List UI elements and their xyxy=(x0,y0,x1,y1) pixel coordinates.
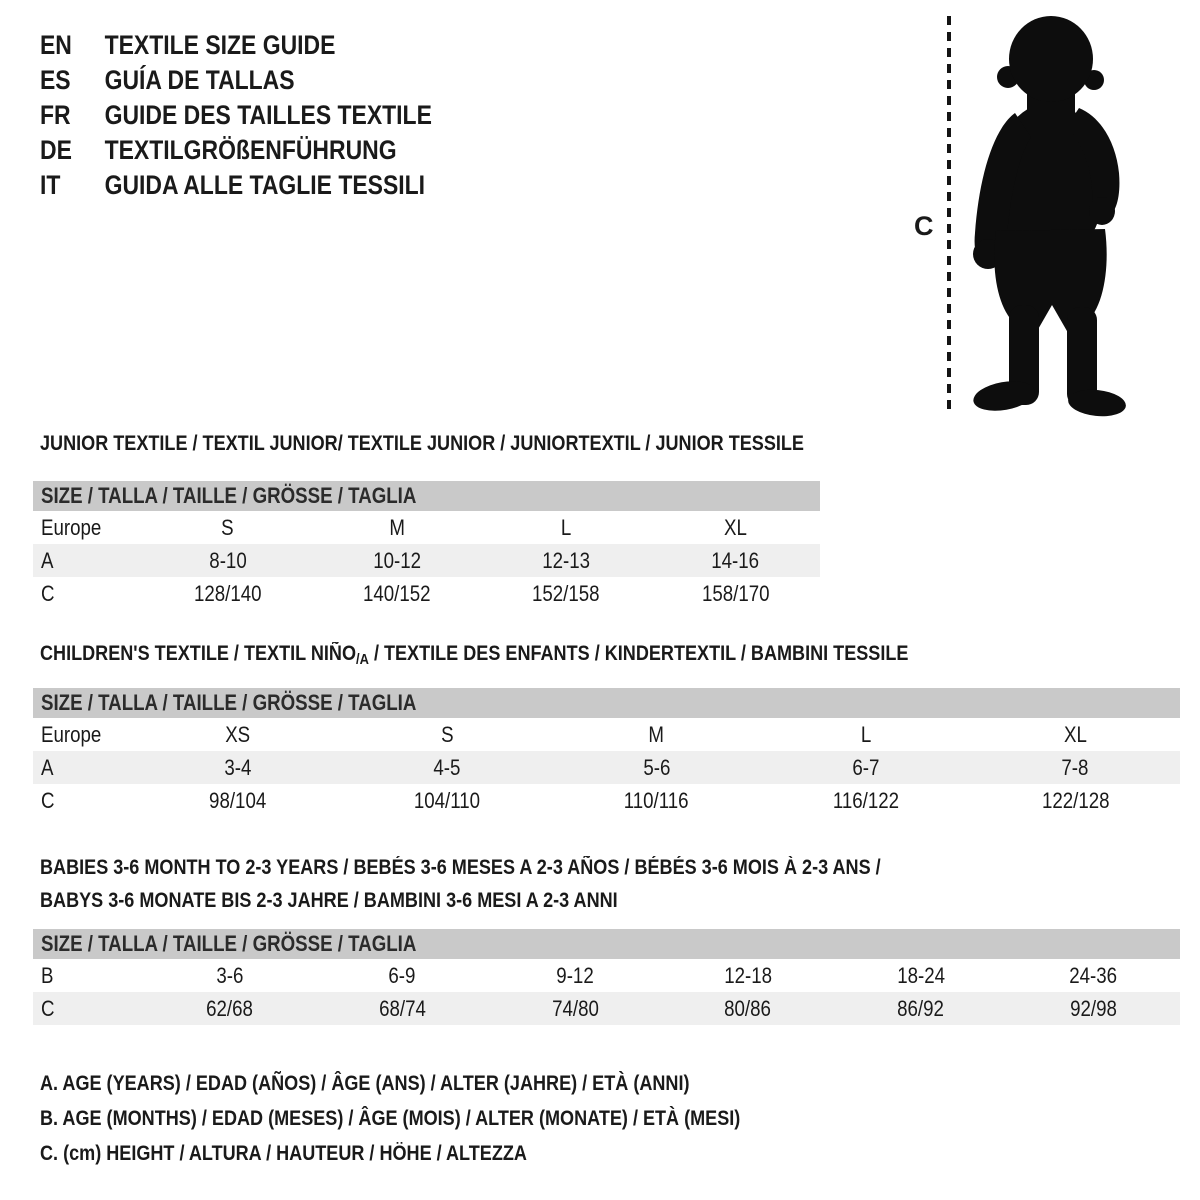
size-band-label: SIZE / TALLA / TAILLE / GRÖSSE / TAGLIA xyxy=(41,690,417,715)
legend-line-c: C. (cm) HEIGHT / ALTURA / HAUTEUR / HÖHE / ALTEZZA xyxy=(40,1142,527,1165)
children-section-title xyxy=(40,642,908,672)
table-row-europe xyxy=(33,511,820,544)
height-cell: 122/128 xyxy=(1041,787,1110,813)
row-label: C xyxy=(41,787,55,813)
table-row-height xyxy=(33,992,1180,1025)
size-cell: S xyxy=(221,514,234,540)
size-cell: L xyxy=(860,721,872,747)
size-cell: XS xyxy=(225,721,251,747)
age-cell: 4-5 xyxy=(433,754,461,780)
row-label: C xyxy=(41,580,55,606)
height-dashed-line xyxy=(947,16,951,415)
legend-line-b: B. AGE (MONTHS) / EDAD (MESES) / ÂGE (MOIS) / ALTER (MONATE) / ETÀ (MESI) xyxy=(40,1107,741,1130)
height-cell: 68/74 xyxy=(378,995,426,1021)
children-size-table xyxy=(33,688,1180,817)
babies-title-line2: BABYS 3-6 MONATE BIS 2-3 JAHRE / BAMBINI 3-6 MESI A 2-3 ANNI xyxy=(40,889,618,912)
language-title: GUÍA DE TALLAS xyxy=(104,65,295,95)
months-cell: 3-6 xyxy=(215,962,243,988)
height-cell: 98/104 xyxy=(209,787,267,813)
size-band-header xyxy=(33,688,1180,718)
months-cell: 24-36 xyxy=(1069,962,1118,988)
junior-section-title: JUNIOR TEXTILE / TEXTIL JUNIOR/ TEXTILE JUNIOR / JUNIORTEXTIL / JUNIOR TESSILE xyxy=(40,432,804,455)
table-row-height xyxy=(33,577,820,610)
table-row-age xyxy=(33,544,820,577)
months-cell: 12-18 xyxy=(723,962,772,988)
age-cell: 8-10 xyxy=(208,547,247,573)
language-header xyxy=(40,28,501,203)
language-row-es xyxy=(40,63,432,98)
language-code: IT xyxy=(40,170,61,200)
babies-section-title xyxy=(40,851,881,917)
height-cell: 74/80 xyxy=(551,995,599,1021)
age-cell: 5-6 xyxy=(642,754,671,780)
age-cell: 6-7 xyxy=(852,754,880,780)
children-title-pre: CHILDREN'S TEXTILE / TEXTIL NIÑO xyxy=(40,642,357,665)
language-title: TEXTILGRÖßENFÜHRUNG xyxy=(104,135,397,165)
size-band-label: SIZE / TALLA / TAILLE / GRÖSSE / TAGLIA xyxy=(41,931,417,956)
size-cell: S xyxy=(440,721,454,747)
babies-title-line1: BABIES 3-6 MONTH TO 2-3 YEARS / BEBÉS 3-6 MESES A 2-3 AÑOS / BÉBÉS 3-6 MOIS À 2-3 ANS / xyxy=(40,856,881,879)
height-cell: 128/140 xyxy=(193,580,262,606)
height-cell: 104/110 xyxy=(413,787,481,813)
age-cell: 12-13 xyxy=(542,547,591,573)
measurement-legend xyxy=(40,1066,854,1171)
size-cell: XL xyxy=(723,514,747,540)
size-band-label: SIZE / TALLA / TAILLE / GRÖSSE / TAGLIA xyxy=(41,483,417,508)
height-cell: 140/152 xyxy=(363,580,431,606)
children-title-sub: /A xyxy=(356,651,369,668)
language-code: EN xyxy=(40,30,72,60)
height-cell: 116/122 xyxy=(832,787,900,813)
children-title-post: / TEXTILE DES ENFANTS / KINDERTEXTIL / BAMBINI TESSILE xyxy=(368,642,909,665)
row-label: Europe xyxy=(41,514,102,540)
language-title: GUIDE DES TAILLES TEXTILE xyxy=(104,100,432,130)
language-row-it xyxy=(40,168,432,203)
size-cell: XL xyxy=(1063,721,1087,747)
junior-size-table xyxy=(33,481,820,610)
age-cell: 14-16 xyxy=(711,547,760,573)
language-title: GUIDA ALLE TAGLIE TESSILI xyxy=(104,170,426,200)
size-band-header xyxy=(33,929,1180,959)
language-code: DE xyxy=(40,135,72,165)
height-cell: 80/86 xyxy=(724,995,772,1021)
size-cell: L xyxy=(560,514,572,540)
row-label: B xyxy=(41,962,54,988)
legend-line-a: A. AGE (YEARS) / EDAD (AÑOS) / ÂGE (ANS) / ALTER (JAHRE) / ETÀ (ANNI) xyxy=(40,1072,690,1095)
row-label: A xyxy=(41,547,54,573)
age-cell: 10-12 xyxy=(372,547,421,573)
language-row-en xyxy=(40,28,432,63)
months-cell: 6-9 xyxy=(388,962,416,988)
language-title: TEXTILE SIZE GUIDE xyxy=(104,30,336,60)
babies-size-table xyxy=(33,929,1180,1025)
size-band-header xyxy=(33,481,820,511)
height-cell: 62/68 xyxy=(206,995,253,1021)
toddler-silhouette-icon xyxy=(963,13,1135,418)
height-cell: 110/116 xyxy=(624,787,689,813)
table-row-months xyxy=(33,959,1180,992)
table-row-europe xyxy=(33,718,1180,751)
age-cell: 7-8 xyxy=(1061,754,1089,780)
height-marker-label: C xyxy=(914,211,934,241)
row-label: A xyxy=(41,754,54,780)
height-cell: 86/92 xyxy=(897,995,945,1021)
table-row-age xyxy=(33,751,1180,784)
language-row-de xyxy=(40,133,432,168)
age-cell: 3-4 xyxy=(224,754,252,780)
size-cell: M xyxy=(648,721,665,747)
language-code: ES xyxy=(40,65,71,95)
height-cell: 152/158 xyxy=(532,580,600,606)
row-label: C xyxy=(41,995,55,1021)
language-code: FR xyxy=(40,100,71,130)
months-cell: 9-12 xyxy=(556,962,594,988)
table-row-height xyxy=(33,784,1180,817)
height-cell: 158/170 xyxy=(701,580,770,606)
size-cell: M xyxy=(389,514,405,540)
height-cell: 92/98 xyxy=(1070,995,1117,1021)
row-label: Europe xyxy=(41,721,102,747)
language-row-fr xyxy=(40,98,432,133)
months-cell: 18-24 xyxy=(896,962,945,988)
